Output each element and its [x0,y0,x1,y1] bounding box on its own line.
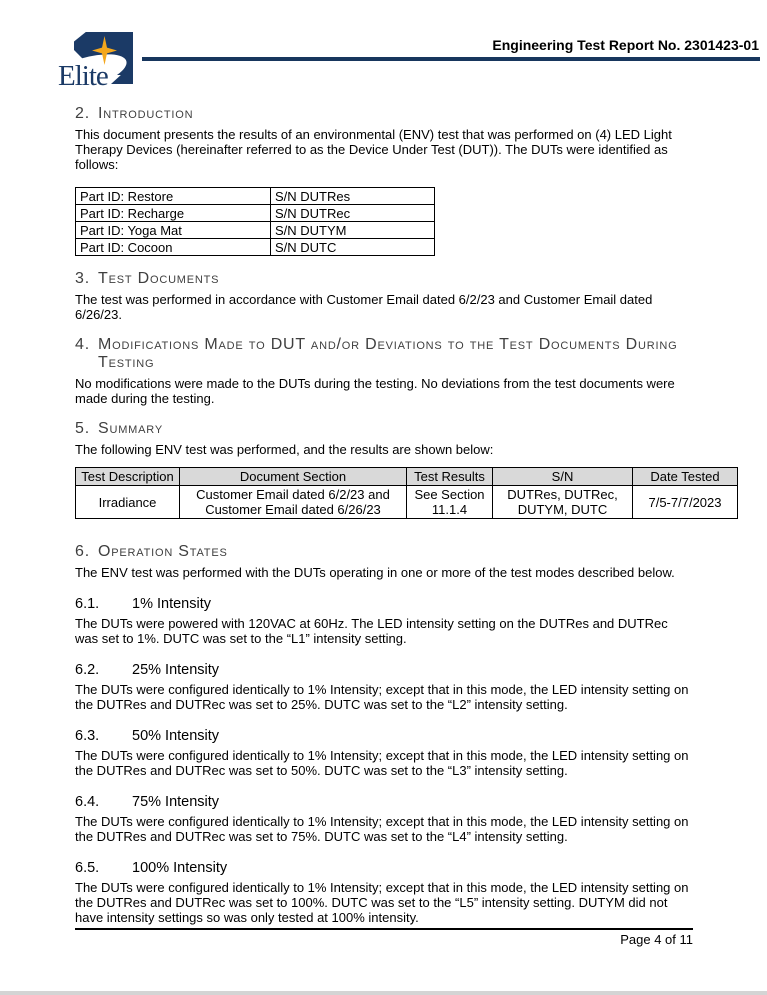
section-title: Operation States [98,543,228,560]
table-row [76,239,435,256]
section-number: 3. [75,270,90,287]
test-description-cell: Irradiance [76,486,180,519]
subsection-title: 100% Intensity [132,860,228,876]
date-tested-cell: 7/5-7/7/2023 [633,486,738,519]
column-header-sn: S/N [493,468,633,486]
subsection-number: 6.2. [75,662,100,678]
section-title: Modifications Made to DUT and/or Deviations to the Test Documents During Testing [98,336,678,371]
summary-results-table [75,467,738,519]
brand-logo [58,31,138,91]
section-number: 4. [75,336,90,353]
document-section-cell: Customer Email dated 6/2/23 and Customer Email dated 6/26/23 [180,486,407,519]
table-row [76,205,435,222]
subsection-paragraph: The DUTs were configured identically to 1% Intensity; except that in this mode, the LED intensity setting on the DUTRes and DUTRec was set to 50%. DUTC was set to the “L3” intensity setting. [75,748,689,778]
subsection-title: 50% Intensity [132,728,220,744]
subsection-heading-1-percent [75,596,693,612]
part-id-cell: Part ID: Cocoon [76,239,271,256]
section-number: 5. [75,420,90,437]
section-number: 2. [75,105,90,122]
page-number: Page 4 of 11 [620,932,693,947]
dut-identification-table [75,187,435,256]
serial-cell: S/N DUTRes [271,188,435,205]
test-results-cell: See Section 11.1.4 [407,486,493,519]
subsection-number: 6.5. [75,860,100,876]
subsection-heading-25-percent [75,662,693,678]
subsection-title: 25% Intensity [132,662,220,678]
modifications-paragraph: No modifications were made to the DUTs during the testing. No deviations from the test documents were made during the testing. [75,376,675,406]
brand-name: Elite [58,60,108,92]
section-number: 6. [75,543,90,560]
introduction-paragraph: This document presents the results of an environmental (ENV) test that was performed on (4) LED Light Therapy Devices (hereinafter referred to as the Device Under Test (DUT)). The DUTs were identified as follows: [75,127,672,172]
subsection-number: 6.1. [75,596,100,612]
footer-rule [75,928,693,930]
report-title: Engineering Test Report No. 2301423-01 [492,37,759,53]
part-id-cell: Part ID: Recharge [76,205,271,222]
subsection-heading-50-percent [75,728,693,744]
column-header-test-description: Test Description [76,468,180,486]
section-title: Test Documents [98,270,220,287]
header-rule [142,57,760,61]
test-documents-paragraph: The test was performed in accordance with Customer Email dated 6/2/23 and Customer Email dated 6/26/23. [75,292,653,322]
subsection-number: 6.3. [75,728,100,744]
subsection-paragraph: The DUTs were configured identically to 1% Intensity; except that in this mode, the LED intensity setting on the DUTRes and DUTRec was set to 75%. DUTC was set to the “L4” intensity setting. [75,814,689,844]
column-header-test-results: Test Results [407,468,493,486]
page-bottom-edge [0,991,767,995]
table-row [76,188,435,205]
table-row [76,486,738,519]
sn-cell: DUTRes, DUTRec, DUTYM, DUTC [493,486,633,519]
column-header-document-section: Document Section [180,468,407,486]
subsection-heading-75-percent [75,794,693,810]
subsection-heading-100-percent [75,860,693,876]
section-title: Introduction [98,105,194,122]
table-row [76,222,435,239]
part-id-cell: Part ID: Yoga Mat [76,222,271,239]
table-header-row [76,468,738,486]
serial-cell: S/N DUTC [271,239,435,256]
serial-cell: S/N DUTYM [271,222,435,239]
part-id-cell: Part ID: Restore [76,188,271,205]
subsection-paragraph: The DUTs were configured identically to 1% Intensity; except that in this mode, the LED intensity setting on the DUTRes and DUTRec was set to 100%. DUTC was set to the “L5” intensity setting. DUTYM did not have intensity settings so was only tested at 100% intensity. [75,880,689,925]
section-title: Summary [98,420,163,437]
summary-paragraph: The following ENV test was performed, and the results are shown below: [75,442,494,457]
section-heading-introduction [75,105,693,123]
section-heading-test-documents [75,270,693,288]
section-heading-operation-states [75,543,693,561]
section-heading-modifications [75,336,693,372]
column-header-date-tested: Date Tested [633,468,738,486]
subsection-number: 6.4. [75,794,100,810]
subsection-title: 1% Intensity [132,596,211,612]
section-heading-summary [75,420,693,438]
operation-states-paragraph: The ENV test was performed with the DUTs operating in one or more of the test modes described below. [75,565,675,580]
subsection-title: 75% Intensity [132,794,220,810]
subsection-paragraph: The DUTs were powered with 120VAC at 60Hz. The LED intensity setting on the DUTRes and DUTRec was set to 1%. DUTC was set to the “L1” intensity setting. [75,616,668,646]
subsection-paragraph: The DUTs were configured identically to 1% Intensity; except that in this mode, the LED intensity setting on the DUTRes and DUTRec was set to 25%. DUTC was set to the “L2” intensity setting. [75,682,689,712]
serial-cell: S/N DUTRec [271,205,435,222]
